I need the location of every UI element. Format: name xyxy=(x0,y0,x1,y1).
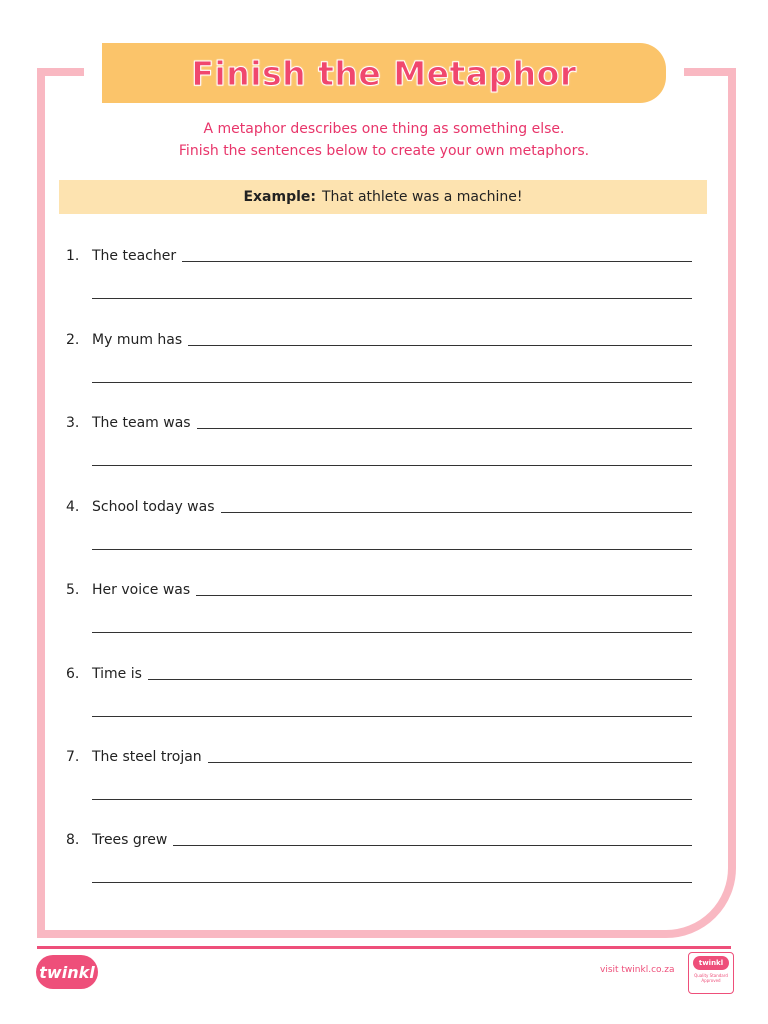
item-number: 3. xyxy=(66,415,80,431)
item-number: 7. xyxy=(66,749,80,765)
page-title: Finish the Metaphor xyxy=(191,53,577,93)
answer-line[interactable] xyxy=(196,581,692,596)
answer-line[interactable] xyxy=(173,831,692,846)
example-bar xyxy=(59,180,707,214)
answer-line[interactable] xyxy=(197,414,692,429)
badge-text: Quality Standard Approved xyxy=(694,973,728,983)
list-item xyxy=(66,328,692,392)
list-item xyxy=(66,411,692,475)
item-prompt: School today was xyxy=(92,499,215,515)
item-prompt: The team was xyxy=(92,415,191,431)
badge-title: twinkl xyxy=(693,956,729,970)
answer-line[interactable] xyxy=(148,665,692,680)
example-text: That athlete was a machine! xyxy=(322,189,523,205)
item-number: 5. xyxy=(66,582,80,598)
list-item xyxy=(66,495,692,559)
answer-line[interactable] xyxy=(92,716,692,717)
list-item xyxy=(66,828,692,892)
intro-text xyxy=(60,118,708,162)
twinkl-logo[interactable] xyxy=(36,955,98,989)
example-label: Example: xyxy=(243,189,316,205)
list-item xyxy=(66,745,692,809)
answer-line[interactable] xyxy=(92,298,692,299)
answer-line[interactable] xyxy=(221,498,692,513)
logo-text: twinkl xyxy=(39,962,95,982)
item-prompt: Her voice was xyxy=(92,582,191,598)
answer-line[interactable] xyxy=(92,632,692,633)
list-item xyxy=(66,244,692,308)
answer-line[interactable] xyxy=(92,465,692,466)
intro-line-2: Finish the sentences below to create your own metaphors. xyxy=(178,143,590,159)
item-number: 8. xyxy=(66,832,80,848)
item-number: 2. xyxy=(66,332,80,348)
list-item xyxy=(66,662,692,726)
item-number: 1. xyxy=(66,248,80,264)
item-prompt: The teacher xyxy=(92,248,177,264)
visit-link[interactable]: visit twinkl.co.za xyxy=(600,965,675,975)
item-number: 6. xyxy=(66,666,80,682)
title-banner xyxy=(102,43,666,103)
answer-line[interactable] xyxy=(208,748,692,763)
answer-line[interactable] xyxy=(182,247,692,262)
item-prompt: My mum has xyxy=(92,332,183,348)
list-item xyxy=(66,578,692,642)
intro-line-1: A metaphor describes one thing as something else. xyxy=(203,121,565,137)
item-number: 4. xyxy=(66,499,80,515)
answer-line[interactable] xyxy=(92,882,692,883)
item-prompt: Trees grew xyxy=(92,832,168,848)
item-prompt: The steel trojan xyxy=(92,749,202,765)
footer-divider xyxy=(37,946,731,949)
item-prompt: Time is xyxy=(92,666,142,682)
quality-badge-icon xyxy=(688,952,734,994)
answer-line[interactable] xyxy=(92,549,692,550)
answer-line[interactable] xyxy=(92,799,692,800)
answer-line[interactable] xyxy=(92,382,692,383)
answer-line[interactable] xyxy=(188,331,692,346)
